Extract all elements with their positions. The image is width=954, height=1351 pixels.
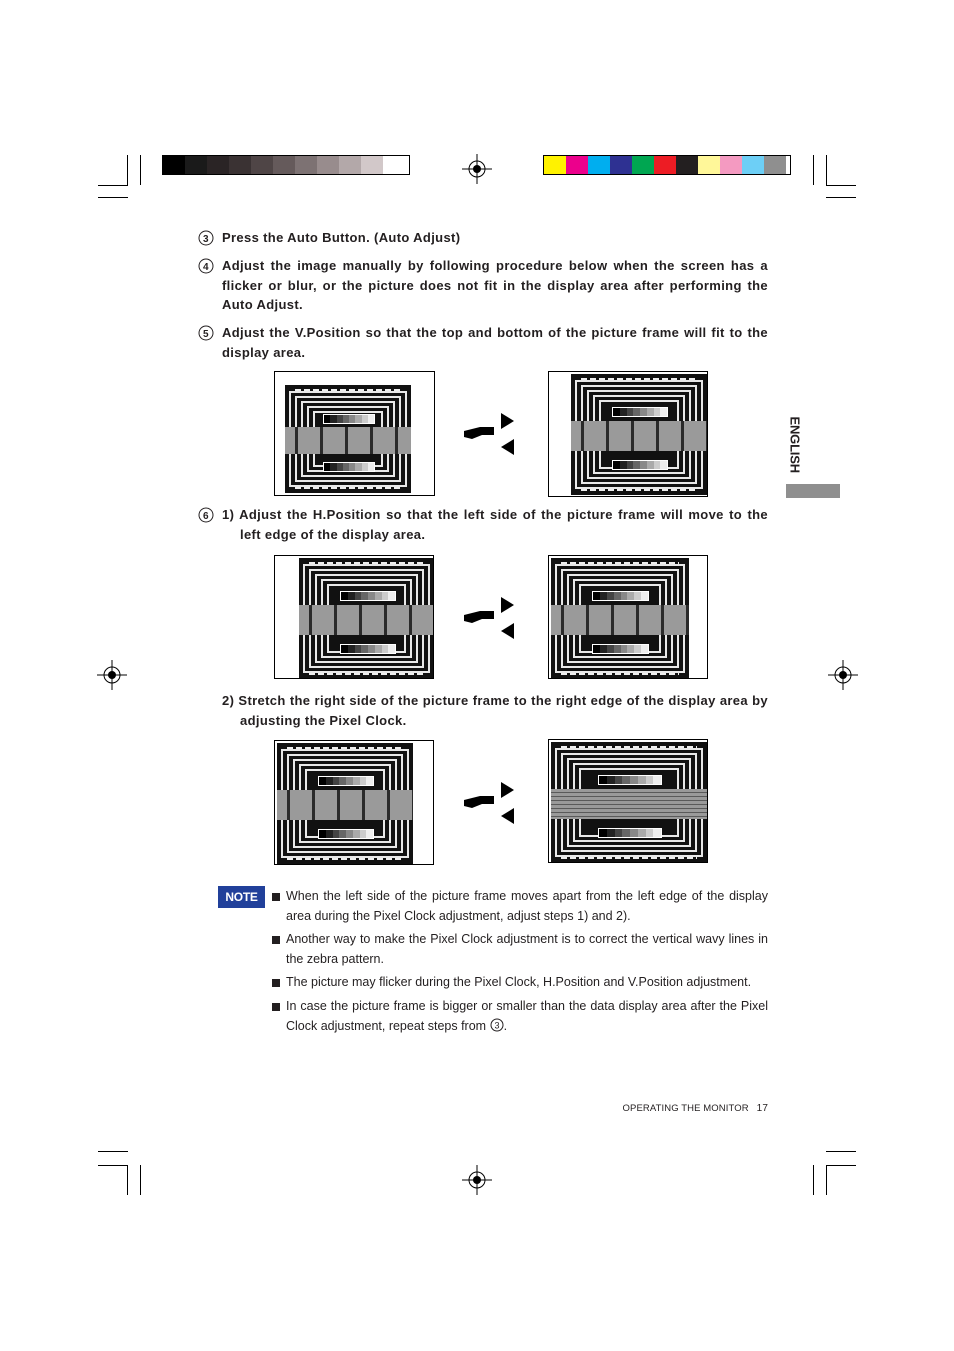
note-item: In case the picture frame is bigger or smaller than the data display area after the Pixel Clock adjustment, repeat steps from 3 . (272, 997, 768, 1036)
color-swatch (632, 156, 654, 174)
pointing-hand-icon (464, 611, 494, 623)
color-swatch (273, 156, 295, 174)
display-after (548, 555, 708, 679)
test-pattern (285, 385, 411, 493)
adjust-controls (460, 593, 520, 643)
grayscale-strip (592, 591, 649, 601)
svg-text:5: 5 (203, 329, 209, 340)
step-text: Press the Auto Button. (Auto Adjust) (222, 230, 461, 245)
color-swatch (229, 156, 251, 174)
color-swatch (339, 156, 361, 174)
note-text: In case the picture frame is bigger or smaller than the data display area after the Pixel Clock adjustment, repeat steps from (286, 999, 768, 1033)
step-text: 1) Adjust the H.Position so that the left side of the picture frame will move to the left edge of the display area. (222, 507, 768, 542)
dash-line (295, 389, 401, 391)
color-calibration-bar (543, 155, 791, 175)
triangle-left-icon (501, 439, 514, 455)
registration-mark-icon (828, 660, 858, 690)
crop-mark (98, 185, 128, 186)
svg-text:4: 4 (203, 262, 209, 273)
color-swatch (251, 156, 273, 174)
grayscale-strip (318, 829, 374, 839)
dash-line (295, 487, 401, 489)
footer-section: OPERATING THE MONITOR (622, 1103, 749, 1114)
square-bullet-icon (272, 1003, 280, 1011)
svg-text:3: 3 (494, 1020, 500, 1030)
crop-mark (127, 155, 128, 185)
substep-2 (222, 691, 768, 730)
language-label: ENGLISH (787, 416, 803, 473)
test-pattern (299, 558, 434, 679)
crop-mark (826, 1165, 856, 1166)
step-text: Adjust the V.Position so that the top and bottom of the picture frame will fit to the display area. (222, 325, 768, 360)
grayscale-strip (598, 775, 662, 785)
color-swatch (742, 156, 764, 174)
zebra-band (551, 789, 707, 819)
step-6 (198, 505, 768, 544)
dash-line (581, 378, 697, 380)
crop-mark (826, 197, 856, 198)
crop-mark (813, 155, 814, 185)
color-swatch (610, 156, 632, 174)
grayscale-strip (612, 460, 668, 470)
svg-text:3: 3 (203, 234, 209, 245)
triangle-left-icon (501, 623, 514, 639)
pointing-hand-icon (464, 427, 494, 439)
display-after (548, 739, 708, 863)
crop-mark (98, 197, 128, 198)
note-text: When the left side of the picture frame moves apart from the left edge of the display area during the Pixel Clock adjustment, adjust steps 1) and 2). (286, 889, 768, 923)
crop-mark (140, 155, 141, 185)
square-bullet-icon (272, 979, 280, 987)
zebra-band (299, 605, 434, 635)
step-5 (198, 323, 768, 362)
step-4 (198, 256, 768, 315)
adjust-controls (460, 778, 520, 828)
zebra-band (285, 427, 411, 454)
substep-text: 2) Stretch the right side of the picture frame to the right edge of the display area by adjusting the Pixel Clock. (222, 693, 768, 728)
circled-number-icon (198, 325, 214, 341)
test-pattern (551, 742, 707, 863)
crop-mark (98, 1151, 128, 1152)
grayscale-strip (340, 591, 396, 601)
color-swatch (295, 156, 317, 174)
dash-line (309, 673, 424, 675)
display-after (548, 371, 708, 497)
color-swatch (676, 156, 698, 174)
dash-line (287, 747, 403, 749)
color-swatch (207, 156, 229, 174)
registration-mark-icon (97, 660, 127, 690)
crop-mark (813, 1165, 814, 1195)
step-3 (198, 228, 768, 248)
note-badge: NOTE (218, 886, 265, 908)
color-swatch (654, 156, 676, 174)
registration-mark-icon (462, 1165, 492, 1195)
dash-line (287, 858, 403, 860)
color-swatch (588, 156, 610, 174)
circled-number-icon (490, 1018, 504, 1032)
color-swatch (317, 156, 339, 174)
note-item (272, 930, 768, 969)
square-bullet-icon (272, 893, 280, 901)
test-pattern (277, 743, 413, 864)
crop-mark (127, 1165, 128, 1195)
zebra-band (277, 790, 413, 820)
triangle-right-icon (501, 413, 514, 429)
grayscale-strip (318, 776, 374, 786)
note-item (272, 887, 768, 926)
triangle-left-icon (501, 808, 514, 824)
note-text: Another way to make the Pixel Clock adjustment is to correct the vertical wavy lines in the zebra pattern. (286, 932, 768, 966)
dash-line (561, 673, 679, 675)
zebra-band (551, 605, 689, 635)
page-number: 17 (756, 1103, 768, 1114)
color-swatch (163, 156, 185, 174)
crop-mark (140, 1165, 141, 1195)
dash-line (561, 562, 679, 564)
step-text: Adjust the image manually by following procedure below when the screen has a flicker or blur, or the picture does not fit in the display area after performing the Auto Adjust. (222, 258, 768, 312)
pointing-hand-icon (464, 796, 494, 808)
circled-number-icon (198, 507, 214, 523)
registration-mark-icon (462, 154, 492, 184)
page-footer (623, 1103, 768, 1114)
circled-number-icon (198, 230, 214, 246)
section-tab-marker (786, 484, 840, 498)
test-pattern (571, 374, 707, 495)
color-swatch (185, 156, 207, 174)
language-tab (784, 418, 804, 476)
grayscale-strip (323, 462, 375, 472)
crop-mark (98, 1165, 128, 1166)
grayscale-strip (323, 414, 375, 424)
grayscale-strip (612, 407, 668, 417)
dash-line (561, 857, 697, 859)
svg-text:6: 6 (203, 511, 209, 522)
square-bullet-icon (272, 936, 280, 944)
note-text: The picture may flicker during the Pixel Clock, H.Position and V.Position adjustment. (286, 975, 752, 989)
color-swatch (361, 156, 383, 174)
gray-calibration-bar (162, 155, 410, 175)
crop-mark (826, 1151, 856, 1152)
crop-mark (826, 155, 827, 185)
triangle-right-icon (501, 782, 514, 798)
color-swatch (544, 156, 566, 174)
triangle-right-icon (501, 597, 514, 613)
crop-mark (826, 185, 856, 186)
test-pattern (551, 558, 689, 679)
grayscale-strip (340, 644, 396, 654)
color-swatch (720, 156, 742, 174)
adjust-controls (460, 409, 520, 459)
note-item (272, 973, 768, 993)
display-before (274, 740, 434, 865)
display-before (274, 555, 434, 679)
grayscale-strip (592, 644, 649, 654)
display-before (274, 371, 435, 496)
crop-mark (826, 1165, 827, 1195)
grayscale-strip (598, 828, 662, 838)
dash-line (561, 746, 697, 748)
circled-number-icon (198, 258, 214, 274)
dash-line (581, 489, 697, 491)
color-swatch (383, 156, 405, 174)
color-swatch (698, 156, 720, 174)
color-swatch (764, 156, 786, 174)
color-swatch (566, 156, 588, 174)
dash-line (309, 562, 424, 564)
zebra-band (571, 421, 707, 451)
